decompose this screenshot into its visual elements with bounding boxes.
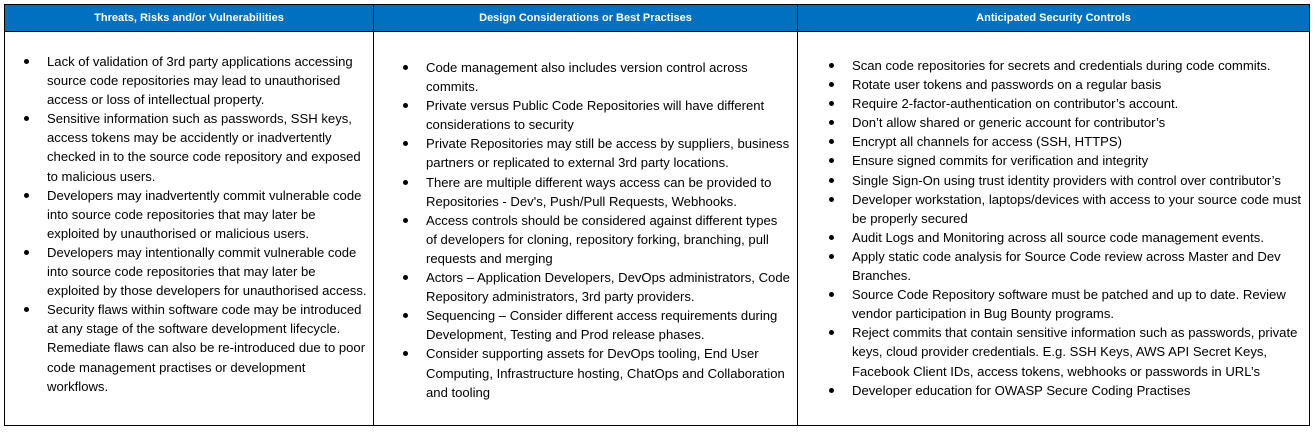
list-item: Audit Logs and Monitoring across all source code management events. [810, 228, 1303, 247]
list-item: Encrypt all channels for access (SSH, HTTPS) [810, 132, 1303, 151]
content-row [5, 32, 1310, 426]
header-row [5, 5, 1310, 32]
list-item: Lack of validation of 3rd party applications accessing source code repositories may lead to unauthorised access or loss of intellectual property. [5, 52, 367, 109]
header-design-considerations: Design Considerations or Best Practises [374, 5, 798, 32]
security-controls-list [798, 32, 1309, 400]
list-item: Apply static code analysis for Source Code review across Master and Dev Branches. [810, 247, 1303, 285]
list-item: Don’t allow shared or generic account for contributor’s [810, 113, 1303, 132]
list-item: Rotate user tokens and passwords on a regular basis [810, 75, 1303, 94]
list-item: Sensitive information such as passwords, SSH keys, access tokens may be accidently or inadvertently checked in to the source code repository and exposed to malicious users. [5, 109, 367, 185]
threats-cell [5, 32, 374, 426]
list-item: Security flaws within software code may be introduced at any stage of the software development lifecycle. Remediate flaws can also be re-introduced due to poor code management practises or development workflows. [5, 300, 367, 395]
list-item: Developers may inadvertently commit vulnerable code into source code repositories that may later be exploited by unauthorised or malicious users. [5, 186, 367, 243]
design-considerations-list [374, 32, 797, 402]
list-item: Private versus Public Code Repositories will have different considerations to security [384, 96, 791, 134]
list-item: Private Repositories may still be access by suppliers, business partners or replicated to external 3rd party locations. [384, 134, 791, 172]
header-security-controls: Anticipated Security Controls [798, 5, 1310, 32]
list-item: Sequencing – Consider different access requirements during Development, Testing and Prod release phases. [384, 306, 791, 344]
list-item: Scan code repositories for secrets and credentials during code commits. [810, 56, 1303, 75]
security-controls-cell [798, 32, 1310, 426]
list-item: Developer education for OWASP Secure Coding Practises [810, 381, 1303, 400]
list-item: Source Code Repository software must be patched and up to date. Review vendor participation in Bug Bounty programs. [810, 285, 1303, 323]
list-item: Consider supporting assets for DevOps tooling, End User Computing, Infrastructure hosting, ChatOps and Collaboration and tooling [384, 344, 791, 401]
security-table [4, 4, 1310, 426]
design-considerations-cell [374, 32, 798, 426]
list-item: Code management also includes version control across commits. [384, 58, 791, 96]
list-item: There are multiple different ways access can be provided to Repositories - Dev's, Push/Pull Requests, Webhooks. [384, 173, 791, 211]
list-item: Ensure signed commits for verification and integrity [810, 151, 1303, 170]
list-item: Developer workstation, laptops/devices with access to your source code must be properly secured [810, 190, 1303, 228]
header-threats: Threats, Risks and/or Vulnerabilities [5, 5, 374, 32]
list-item: Reject commits that contain sensitive information such as passwords, private keys, cloud provider credentials. E.g. SSH Keys, AWS API Secret Keys, Facebook Client IDs, access tokens, webhooks or passwords in URL’s [810, 323, 1303, 380]
list-item: Developers may intentionally commit vulnerable code into source code repositories that may later be exploited by those developers for unauthorised access. [5, 243, 367, 300]
list-item: Actors – Application Developers, DevOps administrators, Code Repository administrators, 3rd party providers. [384, 268, 791, 306]
list-item: Require 2-factor-authentication on contributor’s account. [810, 94, 1303, 113]
list-item: Access controls should be considered against different types of developers for cloning, repository forking, branching, pull requests and merging [384, 211, 791, 268]
threats-list [5, 32, 373, 396]
list-item: Single Sign-On using trust identity providers with control over contributor’s [810, 171, 1303, 190]
